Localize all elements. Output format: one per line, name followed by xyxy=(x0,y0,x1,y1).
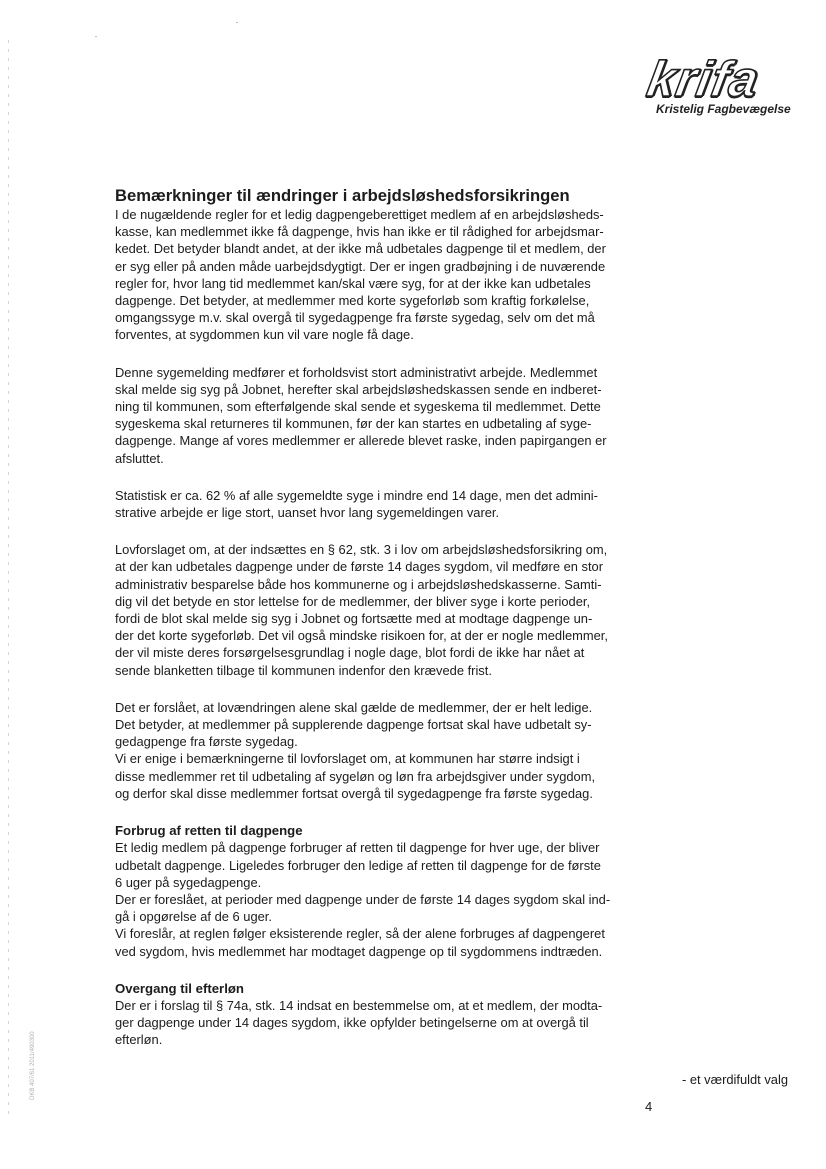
paragraph xyxy=(115,206,655,344)
text-line: og derfor skal disse medlemmer fortsat overgå til sygedagpenge fra første sygedag. xyxy=(115,785,593,801)
text-line: fordi de blot skal melde sig syg i Jobnet og fortsætte med at modtage dagpenge un- xyxy=(115,611,593,627)
text-line: ger dagpenge under 14 dages sygdom, ikke opfylder betingelserne om at overgå til xyxy=(115,1015,589,1031)
text-line: gå i opgørelse af de 6 uger. xyxy=(115,909,272,925)
scan-speck xyxy=(236,22,238,23)
page-number: 4 xyxy=(645,1099,653,1114)
paragraph-spacer xyxy=(115,802,655,822)
paragraph xyxy=(115,839,655,959)
paragraph-spacer xyxy=(115,344,655,364)
text-line: at der kan udbetales dagpenge under de første 14 dages sygdom, vil medføre en stor xyxy=(115,559,603,575)
text-line: der det korte sygeforløb. Det vil også mindske risikoen for, at der er nogle medlemmer, xyxy=(115,628,608,644)
text-line: afsluttet. xyxy=(115,450,164,466)
paragraph xyxy=(115,364,655,467)
text-line: kasse, kan medlemmet ikke få dagpenge, hvis han ikke er til rådighed for arbejdsmar- xyxy=(115,224,604,240)
text-line: administrativ besparelse både hos kommunerne og i arbejdsløshedskasserne. Samti- xyxy=(115,576,602,592)
text-line: disse medlemmer ret til udbetaling af sygeløn og løn fra arbejdsgiver under sygdom, xyxy=(115,768,596,784)
text-line: regler for, hvor lang tid medlemmet kan/skal være syg, for at der ikke kan udbetales xyxy=(115,275,591,291)
text-line: ning til kommunen, som efterfølgende skal sende et sygeskema til medlemmet. Dette xyxy=(115,399,601,415)
krifa-logo xyxy=(640,51,791,122)
text-line: efterløn. xyxy=(115,1032,163,1048)
text-line: omgangssyge m.v. skal overgå til sygedagpenge fra første sygedag, selv om det må xyxy=(115,310,595,326)
paragraph-spacer xyxy=(115,467,655,487)
paragraph xyxy=(115,699,655,802)
text-line: dagpenge. Mange af vores medlemmer er allerede blevet raske, inden papirgangen er xyxy=(115,433,607,449)
scan-speck xyxy=(95,36,97,37)
document-body xyxy=(115,186,655,1049)
text-line: er syg eller på anden måde uarbejdsdygtigt. Der er ingen gradbøjning i de nuværende xyxy=(115,258,606,274)
text-line: der vil miste deres forsørgelsesgrundlag i nogle dage, blot fordi de ikke har nået at xyxy=(115,645,585,661)
text-line: Det betyder, at medlemmer på supplerende dagpenge fortsat skal have udbetalt sy- xyxy=(115,717,592,733)
text-line: udbetalt dagpenge. Ligeledes forbruger den ledige af retten til dagpenge for de første xyxy=(115,857,601,873)
section-heading: Overgang til efterløn xyxy=(115,980,244,996)
text-line: Et ledig medlem på dagpenge forbruger af retten til dagpenge for hver uge, der bliver xyxy=(115,840,600,856)
text-line: Vi er enige i bemærkningerne til lovforslaget om, at kommunen har større indsigt i xyxy=(115,751,580,767)
footer-tagline: - et værdifuldt valg xyxy=(681,1072,788,1087)
text-line: forventes, at sygdommen kun vil vare nogle få dage. xyxy=(115,327,414,343)
section-heading: Forbrug af retten til dagpenge xyxy=(115,823,303,839)
text-line: gedagpenge fra første sygedag. xyxy=(115,734,298,750)
text-line: dig vil det betyde en stor lettelse for de medlemmer, der bliver syge i korte perioder, xyxy=(115,593,591,609)
text-line: Der er foreslået, at perioder med dagpenge under de første 14 dages sygdom skal ind- xyxy=(115,891,611,907)
text-line: 6 uger på sygedagpenge. xyxy=(115,874,262,890)
text-line: Statistisk er ca. 62 % af alle sygemeldte syge i mindre end 14 dage, men det admini- xyxy=(115,487,598,503)
paragraph-spacer xyxy=(115,679,655,699)
text-line: sygeskema skal returneres til kommunen, før der kan startes en udbetaling af syge- xyxy=(115,416,592,432)
text-line: dagpenge. Det betyder, at medlemmer med korte sygeforløb som kraftig forkølelse, xyxy=(115,293,590,309)
text-line: ved sygdom, hvis medlemmet har modtaget dagpenge op til sygdommens indtræden. xyxy=(115,943,603,959)
text-line: Lovforslaget om, at der indsættes en § 62, stk. 3 i lov om arbejdsløshedsforsikring om, xyxy=(115,542,608,558)
text-line: Det er forslået, at lovændringen alene skal gælde de medlemmer, der er helt ledige. xyxy=(115,699,593,715)
document-title: Bemærkninger til ændringer i arbejdsløshedsforsikringen xyxy=(115,186,570,205)
text-line: skal melde sig syg på Jobnet, herefter skal arbejdsløshedskassen sende en indberet- xyxy=(115,381,602,397)
text-line: kedet. Det betyder blandt andet, at der ikke må udbetales dagpenge til et medlem, der xyxy=(115,241,606,257)
paragraph xyxy=(115,541,655,679)
margin-document-id: DKB 407/61 2011/490300 xyxy=(30,1031,36,1100)
scan-edge-line xyxy=(8,40,9,1120)
paragraph xyxy=(115,997,655,1049)
paragraph-spacer xyxy=(115,521,655,541)
logo-tagline: Kristelig Fagbevægelse xyxy=(656,102,791,116)
paragraph xyxy=(115,487,655,521)
text-line: I de nugældende regler for et ledig dagpengeberettiget medlem af en arbejdsløsheds- xyxy=(115,207,604,222)
text-line: Der er i forslag til § 74a, stk. 14 indsat en bestemmelse om, at et medlem, der modta- xyxy=(115,997,603,1013)
paragraph-spacer xyxy=(115,960,655,980)
text-line: sende blanketten tilbage til kommunen indenfor den krævede frist. xyxy=(115,662,492,678)
text-line: Vi foreslår, at reglen følger eksisterende regler, så der alene forbruges af dagpengeret xyxy=(115,926,605,942)
logo-wordmark: krifa xyxy=(643,51,764,107)
text-line: Denne sygemelding medfører et forholdsvist stort administrativt arbejde. Medlemmet xyxy=(115,364,598,380)
text-line: strative arbejde er lige stort, uanset hvor lang sygemeldingen varer. xyxy=(115,505,500,521)
